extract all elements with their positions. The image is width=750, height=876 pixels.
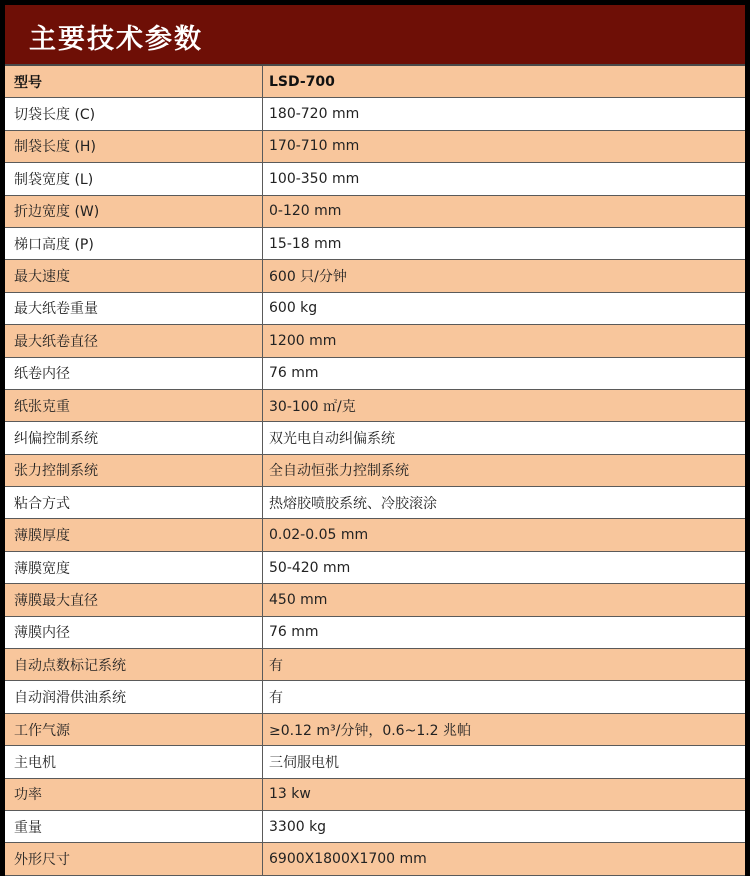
row-label: 功率 (5, 779, 263, 810)
table-row (5, 422, 745, 454)
row-value: 有 (269, 657, 283, 674)
header-label: 型号 (5, 66, 263, 97)
table-row (5, 455, 745, 487)
spec-table (5, 64, 745, 876)
table-row (5, 358, 745, 390)
row-label: 薄膜最大直径 (5, 584, 263, 615)
table-row (5, 196, 745, 228)
row-label: 薄膜内径 (5, 617, 263, 648)
row-label: 折边宽度 (W) (5, 196, 263, 227)
table-row (5, 98, 745, 130)
row-value: 0.02-0.05 mm (269, 527, 369, 544)
table-row (5, 228, 745, 260)
row-value: 600 kg (269, 300, 318, 317)
table-header-row (5, 66, 745, 98)
row-value: 有 (269, 690, 283, 707)
table-row (5, 649, 745, 681)
table-row (5, 779, 745, 811)
row-label: 粘合方式 (5, 487, 263, 518)
row-value: 0-120 mm (269, 203, 342, 220)
row-value: 450 mm (269, 591, 328, 608)
table-row (5, 325, 745, 357)
row-value: 76 mm (269, 624, 319, 641)
row-value: 13 kw (269, 786, 311, 803)
title-bar (5, 5, 745, 64)
table-row (5, 843, 745, 875)
row-value: 三伺服电机 (269, 754, 339, 771)
header-value: LSD-700 (269, 73, 335, 90)
row-label: 最大纸卷直径 (5, 325, 263, 356)
row-label: 工作气源 (5, 714, 263, 745)
table-row (5, 390, 745, 422)
row-value: 76 mm (269, 365, 319, 382)
row-label: 薄膜厚度 (5, 519, 263, 550)
row-value: 全自动恒张力控制系统 (269, 463, 409, 480)
row-value: 1200 mm (269, 332, 337, 349)
row-value: ≥0.12 m³/分钟，0.6~1.2 兆帕 (269, 722, 472, 739)
table-row (5, 163, 745, 195)
table-row (5, 584, 745, 616)
row-label: 纠偏控制系统 (5, 422, 263, 453)
row-value: 双光电自动纠偏系统 (269, 430, 395, 447)
row-label: 最大速度 (5, 260, 263, 291)
row-label: 重量 (5, 811, 263, 842)
row-value: 热熔胶喷胶系统、冷胶滚涂 (269, 495, 437, 512)
row-label: 制袋宽度 (L) (5, 163, 263, 194)
page-title: 主要技术参数 (29, 24, 203, 55)
row-label: 主电机 (5, 746, 263, 777)
row-value: 6900X1800X1700 mm (269, 851, 427, 868)
table-row (5, 519, 745, 551)
row-label: 梯口高度 (P) (5, 228, 263, 259)
table-row (5, 746, 745, 778)
table-row (5, 811, 745, 843)
table-row (5, 293, 745, 325)
table-row (5, 131, 745, 163)
table-row (5, 552, 745, 584)
row-label: 最大纸卷重量 (5, 293, 263, 324)
row-value: 3300 kg (269, 818, 327, 835)
row-label: 切袋长度 (C) (5, 98, 263, 129)
row-value: 170-710 mm (269, 138, 360, 155)
row-label: 纸张克重 (5, 390, 263, 421)
table-row (5, 714, 745, 746)
row-label: 自动润滑供油系统 (5, 681, 263, 712)
row-value: 600 只/分钟 (269, 269, 347, 286)
table-row (5, 487, 745, 519)
row-value: 30-100 ㎡/克 (269, 398, 356, 415)
row-value: 180-720 mm (269, 106, 360, 123)
row-value: 15-18 mm (269, 235, 342, 252)
row-label: 薄膜宽度 (5, 552, 263, 583)
table-row (5, 617, 745, 649)
table-row (5, 260, 745, 292)
row-label: 纸卷内径 (5, 358, 263, 389)
row-label: 自动点数标记系统 (5, 649, 263, 680)
row-label: 制袋长度 (H) (5, 131, 263, 162)
table-row (5, 681, 745, 713)
row-value: 50-420 mm (269, 559, 351, 576)
row-value: 100-350 mm (269, 170, 360, 187)
row-label: 张力控制系统 (5, 455, 263, 486)
row-label: 外形尺寸 (5, 843, 263, 874)
